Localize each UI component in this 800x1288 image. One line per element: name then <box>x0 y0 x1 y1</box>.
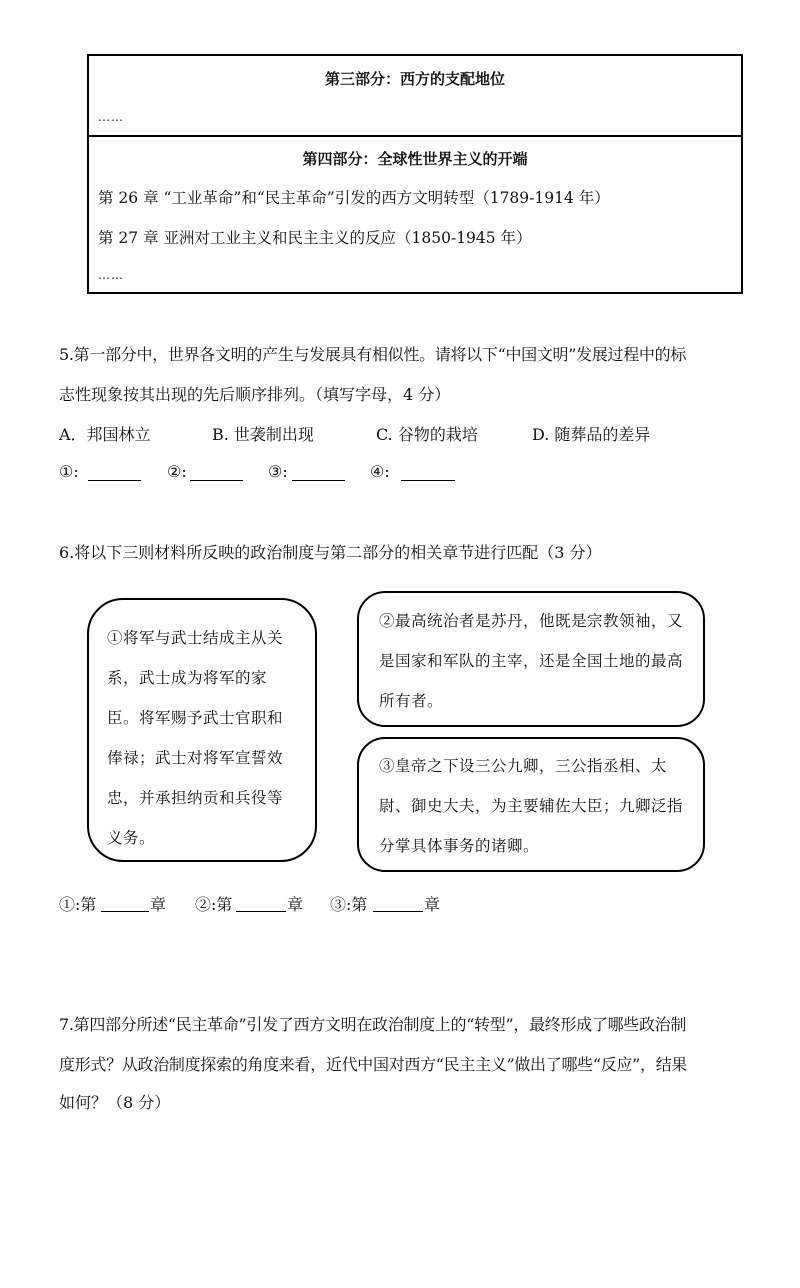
q6-answer-3-suffix: 章 <box>424 895 441 914</box>
q7-line-2: 度形式？从政治制度探索的角度来看，近代中国对西方“民主主义”做出了哪些“反应”，结果 <box>59 1055 688 1074</box>
q6-answer-2-prefix: ②:第 <box>195 895 233 914</box>
q6-answer-1-prefix: ①:第 <box>59 895 97 914</box>
material-card-2 <box>357 591 705 727</box>
part4-title: 第四部分：全球性世界主义的开端 <box>302 150 528 168</box>
q6-answer-2-blank[interactable] <box>236 911 286 912</box>
q5-line-1: 5.第一部分中，世界各文明的产生与发展具有相似性。请将以下“中国文明”发展过程中的标 <box>59 345 687 364</box>
q5-blank-2[interactable] <box>190 480 243 481</box>
material-3-text: ③皇帝之下设三公九卿，三公指丞相、太尉、御史大夫，为主要辅佐大臣；九卿泛指分掌具体事务的诸卿。 <box>379 757 684 855</box>
q6-answer-2-suffix: 章 <box>287 895 304 914</box>
q6-answer-1-suffix: 章 <box>150 895 167 914</box>
material-card-1 <box>87 598 317 862</box>
q5-line-2: 志性现象按其出现的先后顺序排列。（填写字母，4 分） <box>59 385 451 404</box>
q5-blank-3[interactable] <box>292 480 345 481</box>
chapter-27: 第 27 章 亚洲对工业主义和民主主义的反应（1850-1945 年） <box>98 229 532 247</box>
q6-answer-3-blank[interactable] <box>373 911 423 912</box>
q5-blank-1[interactable] <box>88 480 141 481</box>
part3-title: 第三部分：西方的支配地位 <box>324 70 505 88</box>
q6-answer-3-prefix: ③:第 <box>330 895 368 914</box>
material-card-3 <box>357 737 705 872</box>
q6-prompt: 6.将以下三则材料所反映的政治制度与第二部分的相关章节进行匹配（3 分） <box>59 543 602 562</box>
toc-divider <box>89 135 741 137</box>
material-1-text: ①将军与武士结成主从关系，武士成为将军的家臣。将军赐予武士官职和俸禄；武士对将军宣誓效忠，并承担纳贡和兵役等义务。 <box>107 629 284 847</box>
toc-box <box>87 54 743 294</box>
q5-blank-4-label: ④: <box>370 462 390 481</box>
q7-line-3: 如何？（8 分） <box>59 1093 171 1112</box>
q5-blank-2-label: ②: <box>167 462 187 481</box>
q5-option-c: C. 谷物的栽培 <box>376 425 478 444</box>
chapter-26: 第 26 章 “工业革命”和“民主革命”引发的西方文明转型（1789-1914 年） <box>98 189 610 207</box>
q6-answer-1-blank[interactable] <box>101 911 149 912</box>
q5-blank-1-label: ①: <box>59 462 79 481</box>
part3-ellipsis: …… <box>98 110 124 124</box>
q5-blank-4[interactable] <box>401 480 455 481</box>
material-2-text: ②最高统治者是苏丹，他既是宗教领袖，又是国家和军队的主宰，还是全国土地的最高所有者。 <box>379 612 684 710</box>
part4-ellipsis: …… <box>98 268 124 282</box>
q5-option-d: D. 随葬品的差异 <box>532 425 651 444</box>
q7-line-1: 7.第四部分所述“民主革命”引发了西方文明在政治制度上的“转型”，最终形成了哪些政治制 <box>59 1015 687 1034</box>
q5-option-a: A．邦国林立 <box>59 425 151 444</box>
q5-blank-3-label: ③: <box>268 462 288 481</box>
q5-option-b: B. 世袭制出现 <box>212 425 314 444</box>
